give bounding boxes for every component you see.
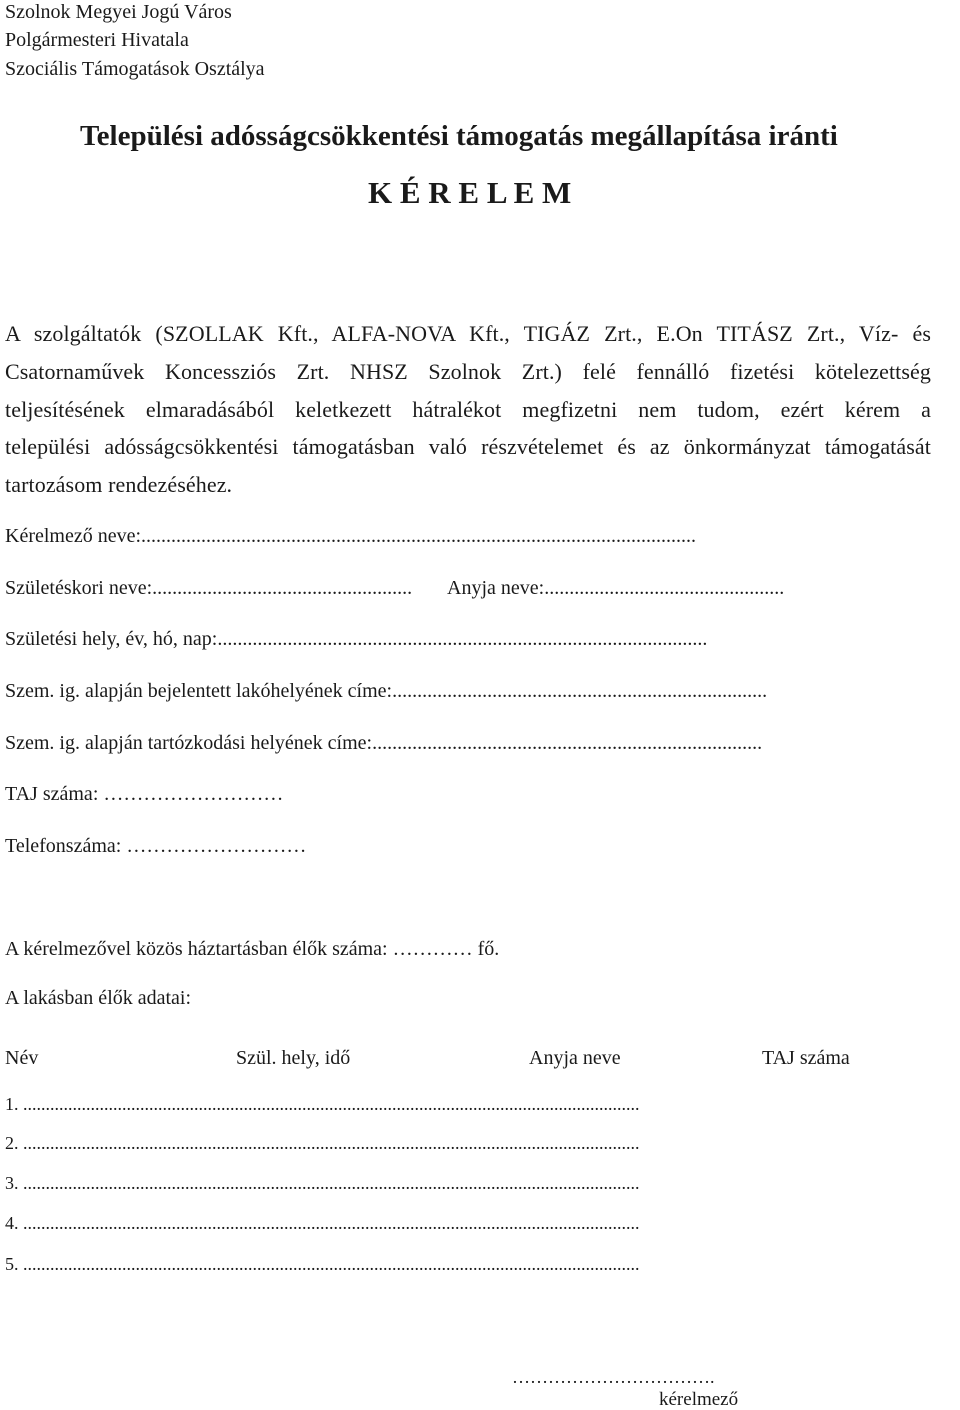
- phone-number-field[interactable]: Telefonszáma: ………………………: [5, 835, 307, 857]
- document-title: Települési adósságcsökkentési támogatás megállapítása iránti: [80, 120, 838, 152]
- request-text-line5: tartozásom rendezéséhez.: [5, 472, 233, 497]
- office-name-line2: Polgármesteri Hivatala: [5, 29, 189, 51]
- resident-row-2[interactable]: 2. .........................................................................................................................................: [5, 1133, 640, 1153]
- birth-place-date-field[interactable]: Születési hely, év, hó, nap:..................................................................................................: [5, 628, 708, 650]
- registered-address-field[interactable]: Szem. ig. alapján bejelentett lakóhelyének címe:...........................................................................: [5, 680, 768, 702]
- request-text-line1: A szolgáltatók (SZOLLAK Kft., ALFA-NOVA Kft., TIGÁZ Zrt., E.On TITÁSZ Zrt., Víz- és: [5, 321, 931, 346]
- resident-row-5[interactable]: 5. .........................................................................................................................................: [5, 1254, 640, 1274]
- column-header-name: Név: [5, 1047, 39, 1069]
- birth-name-field[interactable]: Születéskori neve:....................................................: [5, 577, 413, 599]
- mother-name-field[interactable]: Anyja neve:................................................: [447, 577, 785, 599]
- household-count-field[interactable]: A kérelmezővel közös háztartásban élők száma: ………… fő.: [5, 938, 500, 960]
- office-name-line1: Szolnok Megyei Jogú Város: [5, 1, 232, 23]
- document-subtitle: K É R E L E M: [368, 175, 572, 210]
- taj-number-field[interactable]: TAJ száma: ………………………: [5, 783, 284, 805]
- office-department: Szociális Támogatások Osztálya: [5, 58, 265, 80]
- signature-line[interactable]: …………………………….: [512, 1367, 715, 1387]
- residents-section-label: A lakásban élők adatai:: [5, 987, 192, 1009]
- column-header-mother: Anyja neve: [529, 1047, 621, 1069]
- applicant-name-field[interactable]: Kérelmező neve:...............................................................................................................: [5, 525, 697, 547]
- resident-row-4[interactable]: 4. .........................................................................................................................................: [5, 1213, 640, 1233]
- resident-row-3[interactable]: 3. .........................................................................................................................................: [5, 1173, 640, 1193]
- residence-address-field[interactable]: Szem. ig. alapján tartózkodási helyének címe:..............................................................................: [5, 732, 763, 754]
- request-text-line2: Csatornaművek Koncessziós Zrt. NHSZ Szolnok Zrt.) felé fennálló fizetési kötelezettség: [5, 359, 931, 384]
- signature-label: kérelmező: [659, 1389, 739, 1410]
- request-text-line4: települési adósságcsökkentési támogatásban való részvételemet és az önkormányzat támogatását: [5, 434, 931, 459]
- request-text-line3: teljesítésének elmaradásából keletkezett hátralékot megfizetni nem tudom, ezért kérem a: [5, 397, 931, 422]
- resident-row-1[interactable]: 1. .........................................................................................................................................: [5, 1094, 640, 1114]
- column-header-birth: Szül. hely, idő: [236, 1047, 351, 1069]
- column-header-taj: TAJ száma: [762, 1047, 850, 1069]
